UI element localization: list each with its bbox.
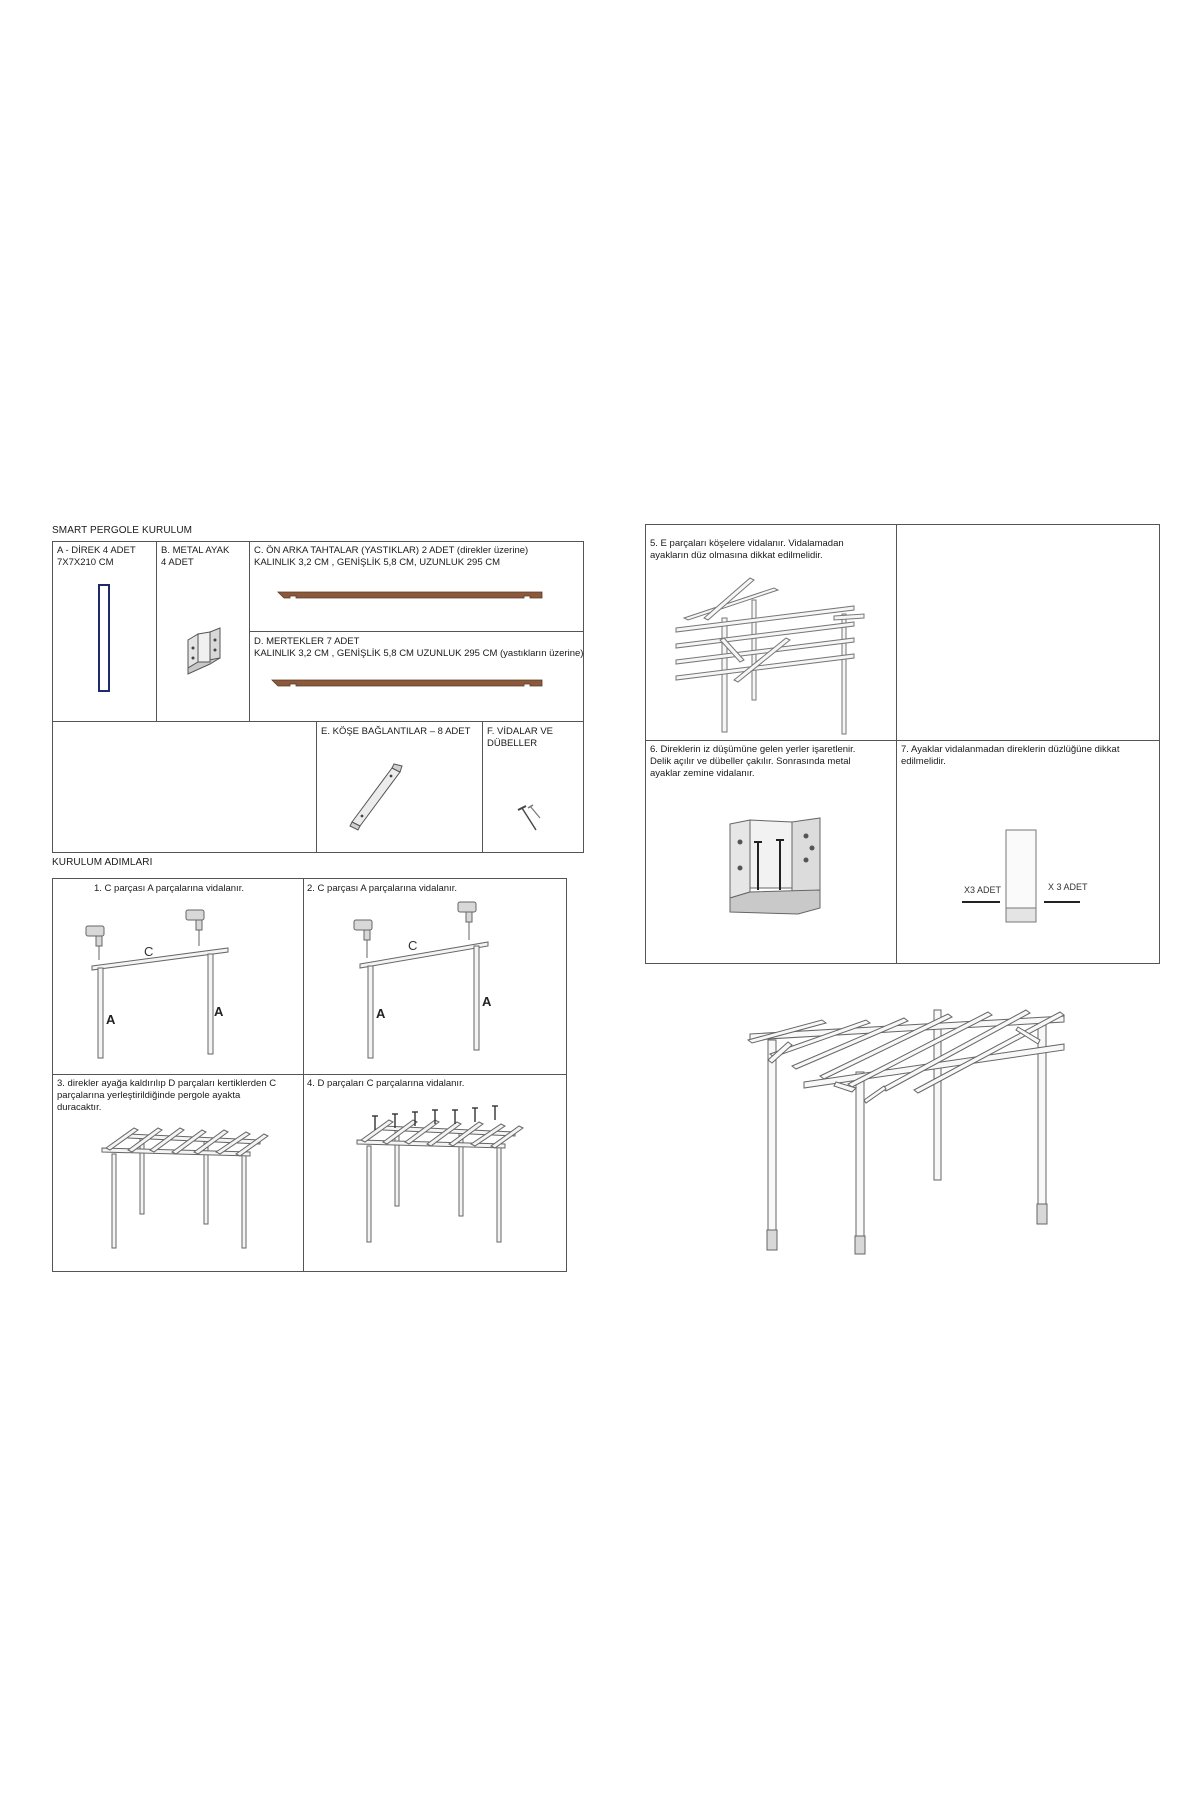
divider [249, 631, 584, 632]
part-d-board-drawing [270, 678, 546, 690]
divider [316, 721, 317, 853]
step-6-text: 6. Direklerin iz düşümüne gelen yerler işaretlenir. Delik açılır ve dübeller çakılır. Sonrasında metal ayaklar zemine vidalanır. [650, 744, 856, 779]
step-7-label-left: X3 ADET [964, 885, 1002, 895]
step-1-drawing [80, 910, 270, 1060]
divider [645, 740, 1160, 741]
step-4-text: 4. D parçaları C parçalarına vidalanır. [307, 1078, 465, 1089]
metal-bracket-icon [184, 628, 234, 678]
part-a-label: A - DİREK 4 ADET 7X7X210 CM [57, 545, 136, 568]
divider [52, 1074, 567, 1075]
final-pergola-drawing [744, 990, 1074, 1270]
part-f-label: F. VİDALAR VE DÜBELLER [487, 726, 553, 749]
part-c-label: C. ÖN ARKA TAHTALAR (YASTIKLAR) 2 ADET (direkler üzerine) KALINLIK 3,2 CM , GENİŞLİK 5,8 CM, UZUNLUK 295 CM [254, 545, 529, 568]
step-2-text: 2. C parçası A parçalarına vidalanır. [307, 883, 457, 894]
step-1-label-a1: A [106, 1012, 116, 1027]
part-a-post-drawing [98, 584, 112, 694]
step-5-corner-drawing [674, 578, 874, 738]
step-6-bracket-drawing [728, 818, 838, 918]
part-e-label: E. KÖŞE BAĞLANTILAR – 8 ADET [321, 726, 471, 737]
part-b-label: B. METAL AYAK 4 ADET [161, 545, 230, 568]
step-7-text: 7. Ayaklar vidalanmadan direklerin düzlüğüne dikkat edilmelidir. [901, 744, 1120, 767]
parts-table [52, 541, 584, 853]
step-2-drawing [352, 900, 542, 1060]
divider [303, 878, 304, 1272]
steps-header: KURULUM ADIMLARI [52, 857, 153, 868]
step-3-pergola-drawing [100, 1118, 280, 1258]
step-3-text: 3. direkler ayağa kaldırılıp D parçaları kertiklerden C parçalarına yerleştirildiğinde pergole ayakta duracaktır. [57, 1078, 277, 1113]
part-d-label: D. MERTEKLER 7 ADET KALINLIK 3,2 CM , GENİŞLİK 5,8 CM UZUNLUK 295 CM (yastıkların üzerine) [254, 636, 584, 659]
document-title: SMART PERGOLE KURULUM [52, 525, 193, 536]
divider [482, 721, 483, 853]
corner-brace-icon [350, 764, 410, 830]
step-2-label-c: C [408, 938, 418, 953]
part-c-board-drawing [276, 590, 546, 602]
step-1-label-c: C [144, 944, 154, 959]
step-1-label-a2: A [214, 1004, 224, 1019]
step-7-label-right: X 3 ADET [1048, 882, 1088, 892]
step-1-text: 1. C parçası A parçalarına vidalanır. [94, 883, 244, 894]
divider [156, 541, 157, 721]
divider [896, 524, 897, 964]
step-2-label-a1: A [376, 1006, 386, 1021]
step-7-post-drawing [958, 830, 1098, 940]
divider [52, 721, 584, 722]
screw-dowel-icon [516, 804, 546, 834]
step-4-pergola-drawing [355, 1104, 535, 1254]
step-2-label-a2: A [482, 994, 492, 1009]
step-5-text: 5. E parçaları köşelere vidalanır. Vidalamadan ayakların düz olmasına dikkat edilmelidir. [650, 538, 844, 561]
